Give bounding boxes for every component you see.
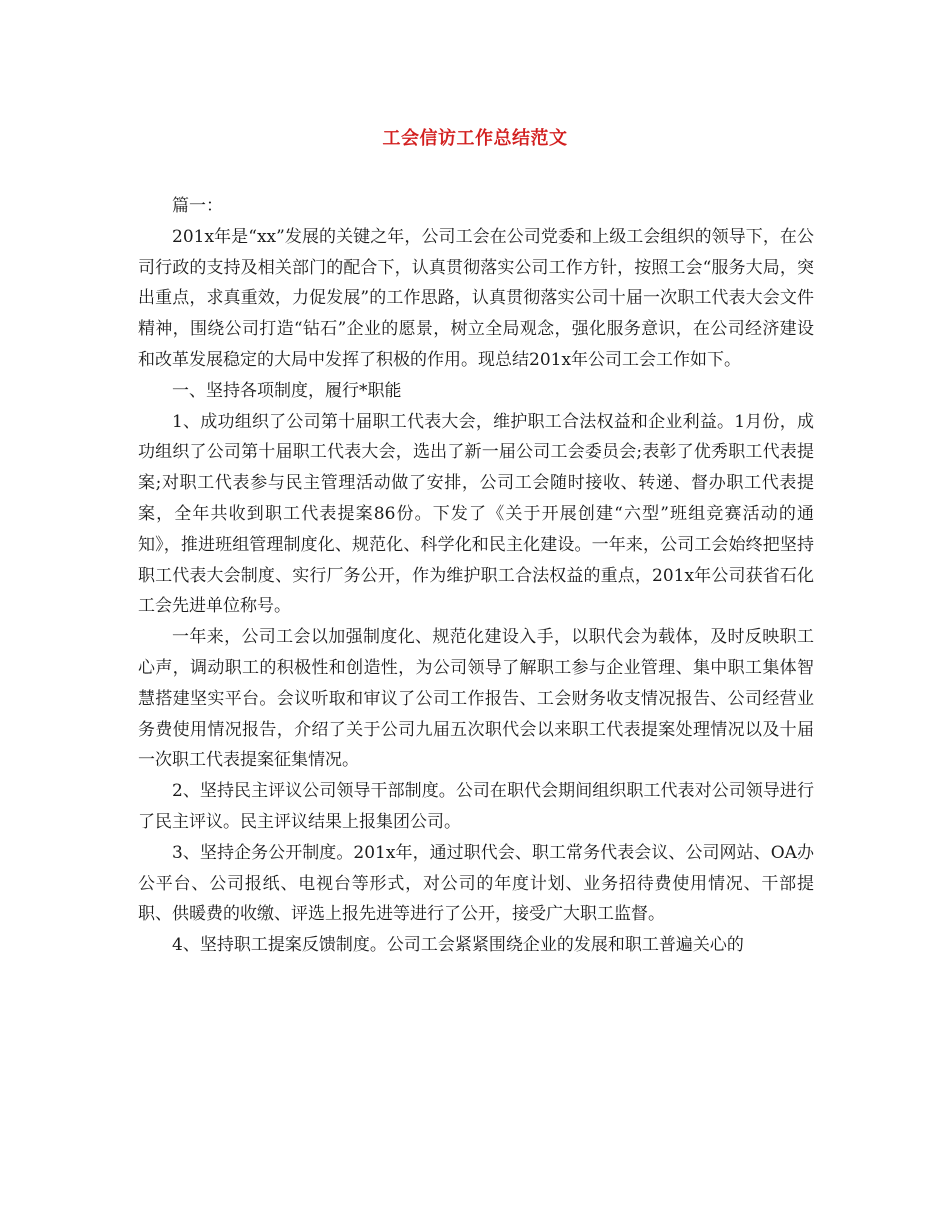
paragraph-heading-1: 一、坚持各项制度，履行*职能 bbox=[172, 380, 402, 401]
paragraph-item-3: 3、坚持企务公开制度。201x年，通过职代会、职工常务代表会议、公司网站、OA办公平台、公司报纸、电视台等形式，对公司的年度计划、业务招待费使用情况、干部提职、供暖费的收缴、评选上报先进等进行了公开，接受广大职工监督。 bbox=[138, 842, 814, 925]
paragraph-item-1-detail: 一年来，公司工会以加强制度化、规范化建设入手，以职代会为载体，及时反映职工心声，调动职工的积极性和创造性，为公司领导了解职工参与企业管理、集中职工集体智慧搭建坚实平台。会议听取和审议了公司工作报告、工会财务收支情况报告、公司经营业务费使用情况报告，介绍了关于公司九届五次职代会以来职工代表提案处理情况以及十届一次职工代表提案征集情况。 bbox=[138, 627, 814, 771]
document-title: 工会信访工作总结范文 bbox=[382, 128, 568, 149]
paragraph-item-1: 1、成功组织了公司第十届职工代表大会，维护职工合法权益和企业利益。1月份，成功组织了公司第十届职工代表大会，选出了新一届公司工会委员会;表彰了优秀职工代表提案;对职工代表参与民主管理活动做了安排，公司工会随时接收、转递、督办职工代表提案，全年共收到职工代表提案86份。下发了《关于开展创建“六型”班组竞赛活动的通知》，推进班组管理制度化、规范化、科学化和民主化建设。一年来，公司工会始终把坚持职工代表大会制度、实行厂务公开，作为维护职工合法权益的重点，201x年公司获省石化工会先进单位称号。 bbox=[138, 411, 814, 617]
paragraph-item-4: 4、坚持职工提案反馈制度。公司工会紧紧围绕企业的发展和职工普遍关心的 bbox=[172, 935, 744, 956]
paragraph-intro: 201x年是“xx”发展的关键之年，公司工会在公司党委和上级工会组织的领导下，在公司行政的支持及相关部门的配合下，认真贯彻落实公司工作方针，按照工会“服务大局，突出重点，求真重效，力促发展”的工作思路，认真贯彻落实公司十届一次职工代表大会文件精神，围绕公司打造“钻石”企业的愿景，树立全局观念，强化服务意识，在公司经济建设和改革发展稳定的大局中发挥了积极的作用。现总结201x年公司工会工作如下。 bbox=[138, 226, 814, 370]
paragraph-section-heading: 篇一： bbox=[172, 196, 223, 216]
paragraph-item-2: 2、坚持民主评议公司领导干部制度。公司在职代会期间组织职工代表对公司领导进行了民主评议。民主评议结果上报集团公司。 bbox=[138, 781, 814, 832]
document-body bbox=[138, 191, 814, 961]
